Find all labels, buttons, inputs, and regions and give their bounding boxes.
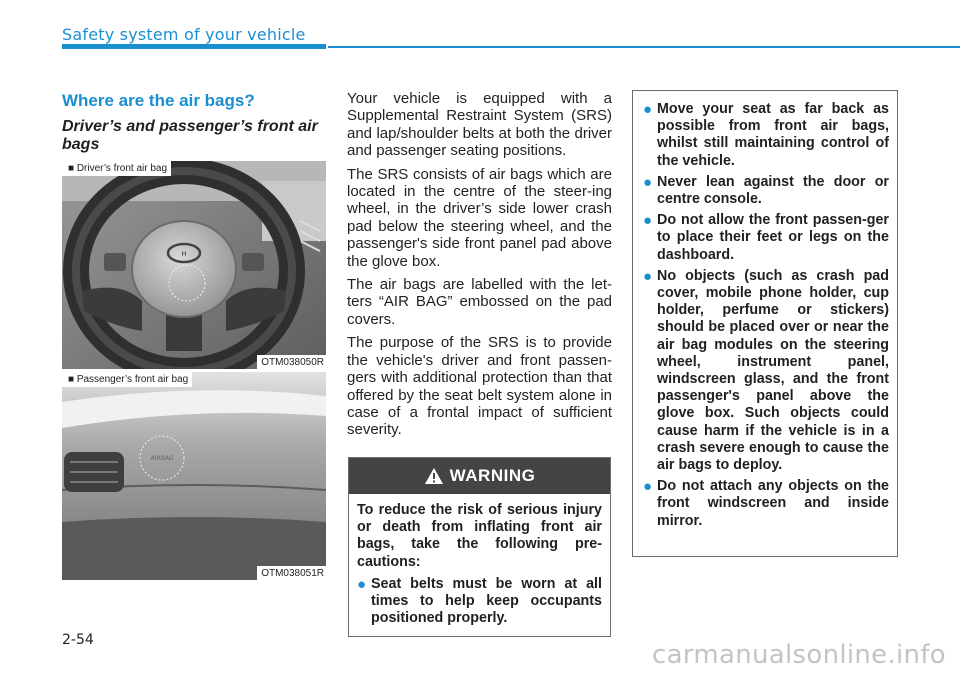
body-paragraph: The air bags are labelled with the let-ters “AIR BAG” embossed on the pad covers. [347,276,612,328]
bullet-dot-icon: ● [643,478,653,496]
bullet-text: No objects (such as crash pad cover, mobile phone holder, cup holder, perfume or stickers) should be placed over or near the air bag modules on the steering wheel, instrument panel, windscreen glass, and the front passenger's panel above the glove box. Such objects could cause harm if the vehicle is in a crash severe enough to cause the air bags to deploy. [657,267,889,474]
header-rule [328,46,960,48]
dashboard-illustration [62,372,326,580]
passenger-airbag-figure [62,372,326,580]
svg-text:AIRBAG: AIRBAG [150,455,174,462]
bullet-text: Move your seat as far back as possible from front air bags, whilst still maintaining control of the vehicle. [657,101,889,169]
page-number: 2-54 [62,632,94,648]
warning-body [349,494,610,627]
figure-caption: ■ Passenger’s front air bag [62,372,192,387]
bullet-dot-icon: ● [643,267,653,285]
warning-continued-box [632,90,898,557]
body-paragraph: Your vehicle is equipped with a Supplemental Restraint System (SRS) and lap/shoulder belts at both the driver and passenger seating positions. [347,90,612,160]
header-rule-accent [62,44,326,49]
warning-box [348,457,611,637]
warning-intro: To reduce the risk of serious injury or death from inflating front air bags, take the following pre-cautions: [357,502,602,570]
steering-wheel-illustration [62,161,326,369]
body-paragraph: The SRS consists of air bags which are located in the centre of the steer-ing wheel, in the driver’s side lower crash pad below the steering wheel, and the passenger's side front panel pad above the glove box. [347,165,612,270]
figure-code: OTM038051R [257,566,326,580]
bullet-dot-icon: ● [357,575,367,593]
body-paragraph: The purpose of the SRS is to provide the vehicle's driver and front passen-gers with additional protection than that offered by the seat belt system alone in case of a frontal impact of sufficient severity. [347,334,612,439]
figure-code: OTM038050R [257,355,326,369]
figure-caption: ■ Driver’s front air bag [62,161,171,176]
running-header: Safety system of your vehicle [62,25,306,44]
warning-bullet [643,268,889,474]
svg-text:H: H [181,250,187,258]
bullet-text: Do not attach any objects on the front windscreen and inside mirror. [657,478,889,529]
warning-title: WARNING [449,466,536,485]
warning-bullet [643,101,889,170]
bullet-text: Seat belts must be worn at all times to help keep occupants positioned properly. [371,575,602,627]
warning-header [349,458,610,494]
warning-bullet [643,174,889,208]
bullet-text: Never lean against the door or centre console. [657,173,889,208]
bullet-dot-icon: ● [643,101,653,118]
subsection-title: Driver’s and passenger’s front air bags [62,118,318,153]
bullet-dot-icon: ● [643,173,653,191]
warning-bullet [357,576,602,628]
watermark: carmanualsonline.info [651,640,946,670]
section-title: Where are the air bags? [62,91,255,110]
warning-triangle-icon [424,467,444,485]
body-text [347,90,612,445]
warning-bullet [643,212,889,264]
driver-airbag-figure [62,161,326,369]
warning-bullet [643,478,889,530]
bullet-dot-icon: ● [643,212,653,230]
bullet-text: Do not allow the front passen-ger to place their feet or legs on the dashboard. [657,212,889,263]
